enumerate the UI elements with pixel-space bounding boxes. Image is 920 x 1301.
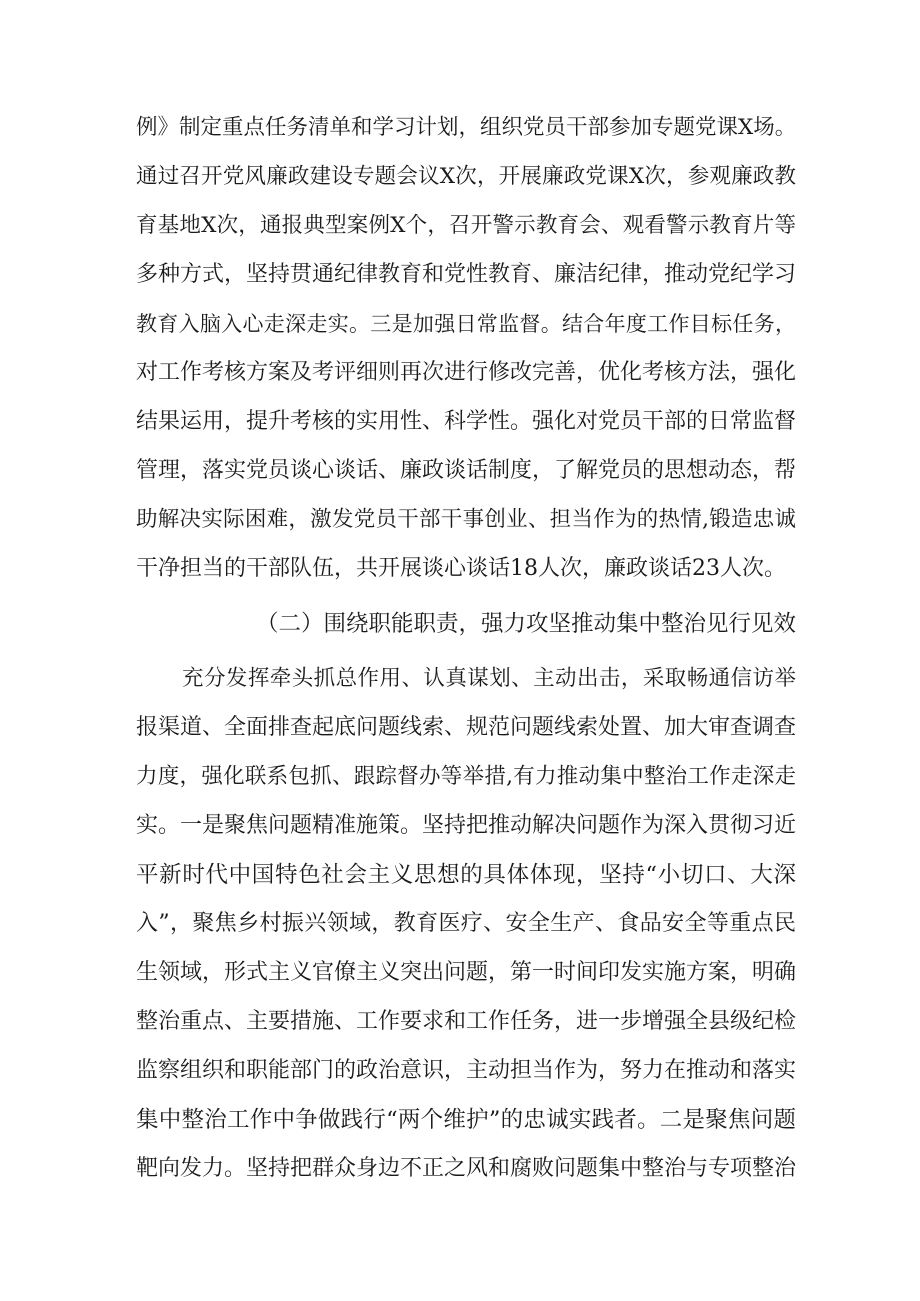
section-heading: （二）围绕职能职责，强力攻坚推动集中整治见行见效 [255,611,796,637]
paragraph-2-line-6: 入”，聚焦乡村振兴领域，教育医疗、安全生产、食品安全等重点民 [136,911,796,936]
paragraph-1-line-3: 育基地X次，通报典型案例X个，召开警示教育会、观看警示教育片等 [136,213,796,238]
paragraph-1-line-6: 对工作考核方案及考评细则再次进行修改完善，优化考核方法，强化 [136,360,797,385]
paragraph-1-line-5: 教育入脑入心走深走实。三是加强日常监督。结合年度工作目标任务， [136,312,796,336]
paragraph-1-line-7: 结果运用，提升考核的实用性、科学性。强化对党员干部的日常监督 [136,409,797,434]
paragraph-2-line-3: 力度，强化联系包抓、跟踪督办等举措,有力推动集中整治工作走深走 [136,764,796,789]
paragraph-2-line-11: 靶向发力。坚持把群众身边不正之风和腐败问题集中整治与专项整治 [136,1156,797,1181]
paragraph-1-line-1: 例》制定重点任务清单和学习计划，组织党员干部参加专题党课X场。 [136,115,797,140]
paragraph-2-line-10: 集中整治工作中争做践行“两个维护”的忠诚实践者。二是聚焦问题 [136,1107,796,1133]
paragraph-1-line-9: 助解决实际困难，激发党员干部干事创业、担当作为的热情,锻造忠诚 [136,507,796,532]
paragraph-1-line-8: 管理，落实党员谈心谈话、廉政谈话制度，了解党员的思想动态，帮 [136,458,797,483]
paragraph-2-line-4: 实。一是聚焦问题精准施策。坚持把推动解决问题作为深入贯彻习近 [136,813,797,838]
paragraph-2-line-5: 平新时代中国特色社会主义思想的具体体现，坚持“小切口、大深 [136,862,796,888]
paragraph-2-line-2: 报渠道、全面排查起底问题线索、规范问题线索处置、加大审查调查 [136,715,797,740]
paragraph-2-line-9: 监察组织和职能部门的政治意识，主动担当作为，努力在推动和落实 [136,1058,797,1083]
paragraph-1-line-10: 干净担当的干部队伍，共开展谈心谈话18人次，廉政谈话23人次。 [136,556,786,581]
paragraph-2-line-1: 充分发挥牵头抓总作用、认真谋划、主动出击，采取畅通信访举 [182,666,796,691]
paragraph-2-line-8: 整治重点、主要措施、工作要求和工作任务，进一步增强全县级纪检 [136,1009,797,1034]
paragraph-2-line-7: 生领域，形式主义官僚主义突出问题，第一时间印发实施方案，明确 [136,960,797,985]
paragraph-1-line-4: 多种方式，坚持贯通纪律教育和党性教育、廉洁纪律，推动党纪学习 [136,262,797,287]
paragraph-1-line-2: 通过召开党风廉政建设专题会议X次，开展廉政党课X次，参观廉政教 [136,164,796,189]
